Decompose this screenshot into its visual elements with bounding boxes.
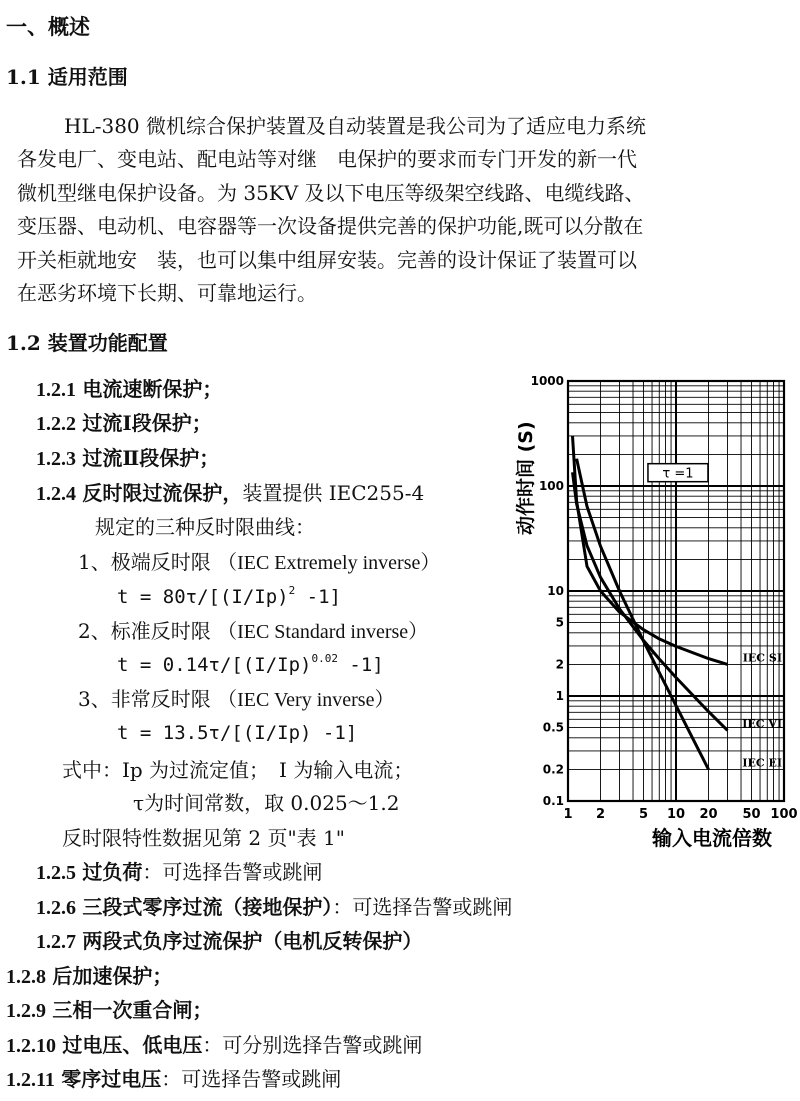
series-label: IEC EI bbox=[742, 756, 782, 770]
where-line-1: 式中：Ip 为过流定值； I 为输入电流； bbox=[62, 758, 414, 782]
item-number: 1.2.10 bbox=[6, 1035, 56, 1057]
item-tail: ：可分别选择告警或跳闸 bbox=[202, 1033, 423, 1057]
item-1-2-1 bbox=[36, 377, 222, 402]
chart-svg bbox=[512, 365, 798, 855]
y-tick-label: 1000 bbox=[530, 374, 564, 388]
y-tick-label: 0.2 bbox=[542, 762, 564, 777]
reference-line: 反时限特性数据见第 2 页"表 1" bbox=[62, 826, 345, 850]
curve-name: 1、极端反时限 bbox=[78, 550, 211, 574]
item-tail: ：可选择告警或跳闸 bbox=[142, 860, 323, 884]
item-1-2-7 bbox=[36, 929, 422, 954]
x-tick-label: 2 bbox=[595, 807, 606, 822]
item-text: 过负荷 bbox=[82, 860, 143, 884]
item-number: 1.2.4 bbox=[36, 483, 76, 505]
where-line-2: τ为时间常数，取 0.025～1.2 bbox=[133, 791, 400, 815]
curve-3-formula: t = 13.5τ/[(I/Ip) -1] bbox=[117, 722, 358, 744]
y-tick-label: 2 bbox=[555, 657, 564, 672]
item-number: 1.2.3 bbox=[36, 448, 76, 470]
paragraph-line-4: 变压器、电动机、电容器等一次设备提供完善的保护功能,既可以分散在 bbox=[17, 214, 644, 238]
heading-1-2: 1.2 装置功能配置 bbox=[6, 331, 168, 355]
item-text: 过电压、低电压 bbox=[62, 1033, 203, 1057]
y-tick-label: 1 bbox=[555, 689, 564, 703]
curve-2-formula bbox=[117, 653, 384, 677]
x-tick-label: 5 bbox=[638, 807, 649, 822]
item-text: 零序过电压 bbox=[61, 1067, 162, 1091]
item-number: 1.2.9 bbox=[6, 1000, 46, 1022]
y-tick-label: 0.5 bbox=[542, 720, 564, 735]
paragraph-line-1: HL-380 微机综合保护装置及自动装置是我公司为了适应电力系统 bbox=[64, 114, 647, 138]
item-number: 1.2.7 bbox=[36, 931, 76, 953]
formula-exponent: 0.02 bbox=[311, 651, 338, 665]
curve-3-name bbox=[78, 687, 394, 712]
y-tick-label: 5 bbox=[555, 615, 564, 630]
paragraph-line-3: 微机型继电保护设备。为 35KV 及以下电压等级架空线路、电缆线路、 bbox=[17, 181, 645, 205]
item-1-2-5 bbox=[36, 860, 322, 885]
item-1-2-2 bbox=[36, 411, 212, 436]
item-tail: ：可选择告警或跳闸 bbox=[161, 1067, 342, 1091]
curve-name: 3、非常反时限 bbox=[78, 687, 211, 711]
y-tick-label: 0.1 bbox=[542, 794, 564, 808]
formula-exponent: 2 bbox=[288, 583, 296, 597]
curve-iec: （IEC Extremely inverse） bbox=[217, 552, 441, 574]
item-1-2-4 bbox=[36, 481, 424, 506]
curve-1-formula bbox=[117, 585, 341, 609]
item-1-2-10 bbox=[6, 1033, 422, 1058]
item-number: 1.2.11 bbox=[6, 1069, 55, 1091]
y-axis-label: 动作时间 (S) bbox=[515, 421, 537, 536]
item-text: 两段式负序过流保护（电机反转保护） bbox=[82, 929, 423, 953]
item-text: 反时限过流保护， bbox=[82, 481, 243, 505]
item-1-2-11 bbox=[6, 1067, 341, 1092]
x-tick-label: 50 bbox=[742, 807, 761, 822]
item-number: 1.2.8 bbox=[6, 966, 46, 988]
item-1-2-6 bbox=[36, 895, 512, 920]
section-title: 一、概述 bbox=[6, 14, 90, 39]
x-tick-label: 10 bbox=[666, 807, 686, 822]
curve-2-name bbox=[78, 619, 428, 644]
inverse-time-chart bbox=[512, 365, 798, 855]
y-tick-label: 100 bbox=[538, 479, 564, 493]
item-text: 三段式零序过流（接地保护） bbox=[82, 895, 333, 919]
curve-1-name bbox=[78, 550, 440, 575]
item-tail: 装置提供 IEC255-4 bbox=[242, 481, 425, 505]
item-text: 三相一次重合闸； bbox=[52, 998, 213, 1022]
formula-part: t = 80τ/[(I/Ip) bbox=[117, 586, 289, 608]
item-text: 过流Ⅱ段保护； bbox=[82, 446, 220, 470]
item-text: 后加速保护； bbox=[52, 964, 173, 988]
curve-iec: （IEC Very inverse） bbox=[217, 689, 395, 711]
paragraph-line-5: 开关柜就地安 装，也可以集中组屏安装。完善的设计保证了装置可以 bbox=[17, 248, 637, 272]
tau-annotation: τ =1 bbox=[662, 466, 694, 482]
item-1-2-8 bbox=[6, 964, 172, 989]
paragraph-line-2: 各发电厂、变电站、配电站等对继 电保护的要求而专门开发的新一代 bbox=[17, 147, 637, 171]
x-tick-label: 100 bbox=[770, 807, 798, 822]
y-tick-label: 10 bbox=[547, 584, 564, 598]
item-number: 1.2.1 bbox=[36, 379, 76, 401]
item-1-2-4-line2: 规定的三种反时限曲线： bbox=[95, 515, 315, 539]
item-text: 过流Ⅰ段保护； bbox=[82, 411, 212, 435]
formula-part: -1] bbox=[337, 654, 384, 676]
formula-part: t = 0.14τ/[(I/Ip) bbox=[117, 654, 312, 676]
heading-1-1: 1.1 适用范围 bbox=[6, 65, 128, 89]
item-number: 1.2.2 bbox=[36, 413, 76, 435]
x-tick-label: 20 bbox=[699, 807, 718, 822]
paragraph-line-6: 在恶劣环境下长期、可靠地运行。 bbox=[17, 281, 317, 305]
item-1-2-3 bbox=[36, 446, 219, 471]
item-tail: ：可选择告警或跳闸 bbox=[332, 895, 513, 919]
x-tick-label: 1 bbox=[563, 807, 573, 822]
series-label: IEC SI bbox=[742, 651, 782, 665]
series-label: IEC VI bbox=[742, 717, 782, 731]
item-1-2-9 bbox=[6, 998, 212, 1023]
item-number: 1.2.6 bbox=[36, 897, 76, 919]
curve-name: 2、标准反时限 bbox=[78, 619, 211, 643]
item-text: 电流速断保护； bbox=[82, 377, 223, 401]
item-number: 1.2.5 bbox=[36, 862, 76, 884]
formula-part: -1] bbox=[295, 586, 341, 608]
curve-iec: （IEC Standard inverse） bbox=[217, 621, 429, 643]
x-axis-label: 输入电流倍数 bbox=[652, 826, 772, 850]
